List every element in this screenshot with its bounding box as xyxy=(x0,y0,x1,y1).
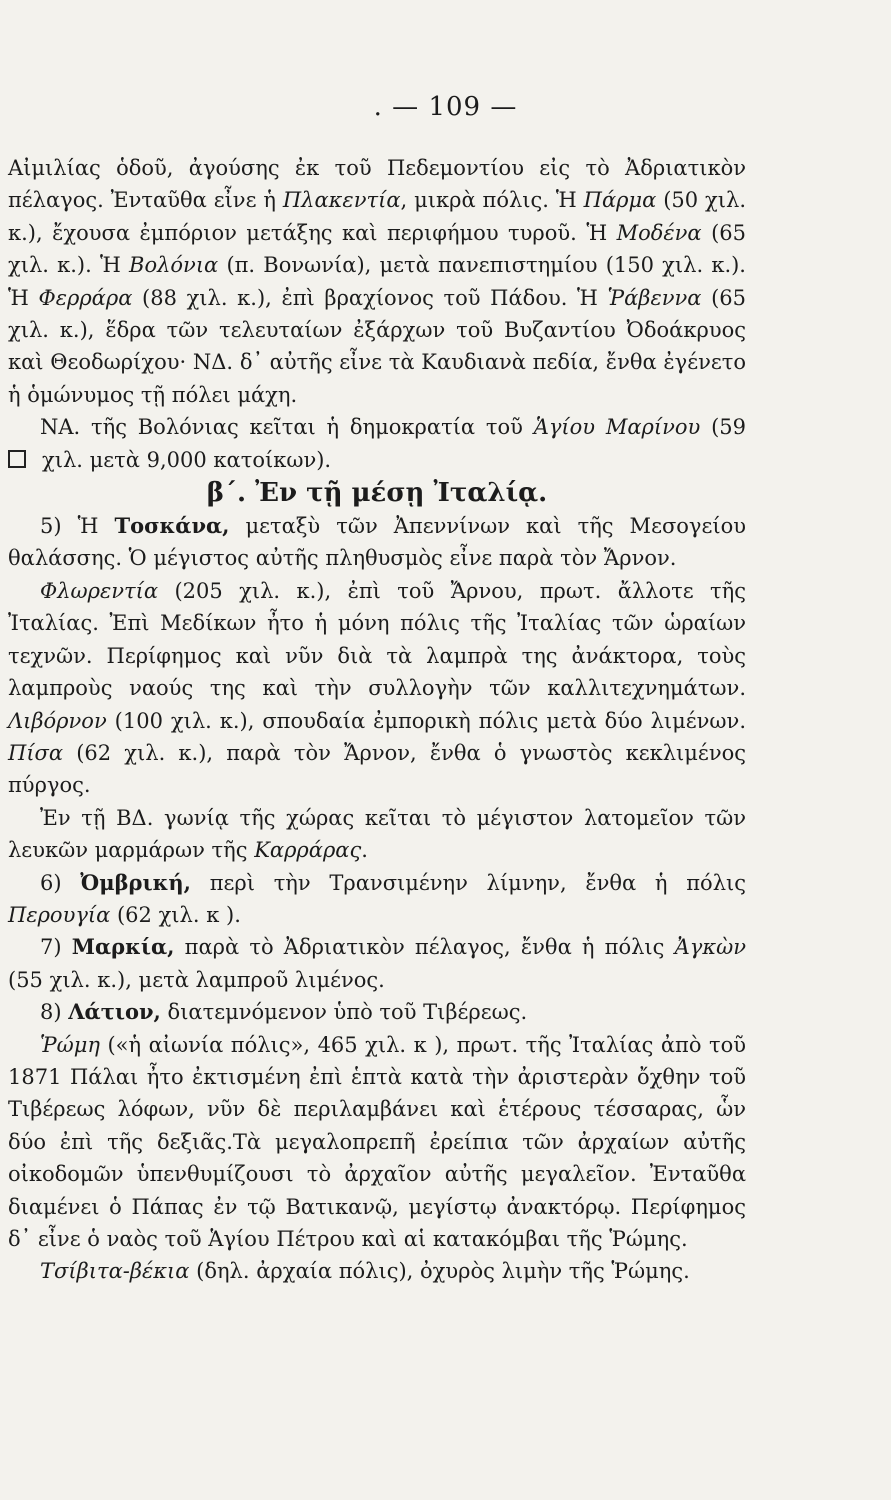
text-run: χιλ. μετὰ 9,000 κατοίκων). xyxy=(42,447,332,472)
region-name: Τοσκάνα, xyxy=(114,513,230,539)
text-run: (205 χιλ. κ.), ἐπὶ τοῦ Ἄρνου, πρωτ. ἄλλοτε τῆς Ἰταλίας. Ἐπὶ Μεδίκων ἦτο ἡ μόνη πόλις τῆς Ἰταλίας τῶν ὡραίων τεχνῶν. Περίφημος καὶ νῦν διὰ τὰ λαμπρὰ της ἀνάκτορα, τοὺς λαμπροὺς ναούς της καὶ τὴν συλλογὴν τῶν καλλιτεχνημάτων. xyxy=(8,578,746,701)
paragraph xyxy=(8,1029,746,1256)
page-body xyxy=(8,152,746,1288)
text-run: ΝΑ. τῆς Βολόνιας κεῖται ἡ δημοκρατία τοῦ xyxy=(40,415,534,440)
place-name: Ῥάβεννα xyxy=(607,285,702,310)
text-run: (δηλ. ἀρχαία πόλις), ὀχυρὸς λιμὴν τῆς Ῥώμης. xyxy=(189,1259,690,1284)
text-run: β´. Ἐν τῇ μέσῃ Ἰταλίᾳ. xyxy=(206,478,548,509)
text-run: 5) Ἡ xyxy=(40,514,115,539)
text-run: (59 xyxy=(700,415,747,440)
page-number: . — 109 — xyxy=(373,92,518,122)
place-name: Ῥώμη xyxy=(40,1032,100,1057)
text-run: (62 χιλ. κ ). xyxy=(110,902,241,927)
text-run: (65 χιλ. κ.), ἕδρα τῶν τελευταίων ἐξάρχων τοῦ Βυζαντίου Ὀδοάκρυος καὶ Θεοδωρίχου· ΝΔ. δ᾽ αὐτῆς εἶνε τὰ Καυδιανὰ πεδία, ἔνθα ἐγένετο ἡ ὁμώνυμος τῇ πόλει μάχη. xyxy=(8,285,746,407)
place-name: Ἁγίου Μαρίνου xyxy=(533,415,701,440)
region-name: Λάτιον, xyxy=(68,999,161,1025)
paragraph xyxy=(8,1255,746,1287)
place-name: Μοδένα xyxy=(616,220,702,245)
place-name: Καρράρας xyxy=(254,838,362,863)
text-run: 8) xyxy=(40,1000,69,1025)
region-name: Μαρκία, xyxy=(71,934,175,960)
place-name: Πίσα xyxy=(8,740,64,765)
text-run: μεταξὺ τῶν Ἀπεννίνων καὶ τῆς Μεσογείου θαλάσσης. Ὁ μέγιστος αὐτῆς πληθυσμὸς εἶνε παρὰ τὸν Ἄρνον. xyxy=(8,514,746,571)
paragraph xyxy=(8,867,746,932)
paragraph xyxy=(8,802,746,867)
text-run: (π. Βονωνία), μετὰ πανεπιστημίου (150 χιλ. κ.). Ἡ xyxy=(8,253,746,310)
place-name: Βολόνια xyxy=(129,253,219,278)
place-name: Πάρμα xyxy=(583,188,657,213)
text-run: (100 χιλ. κ.), σπουδαία ἐμπορικὴ πόλις μετὰ δύο λιμένων. xyxy=(106,708,746,733)
place-name: Τσίβιτα-βέκια xyxy=(40,1259,190,1284)
paragraph xyxy=(8,931,746,996)
margin-box-mark xyxy=(8,450,26,468)
place-name: Λιβόρνον xyxy=(8,708,107,733)
place-name: Πλακεντία xyxy=(282,188,401,213)
text-run: 6) xyxy=(40,870,81,895)
place-name: Ἀγκὼν xyxy=(674,935,746,960)
paragraph xyxy=(8,575,746,802)
text-run: Αἰμιλίας ὁδοῦ, ἀγούσης ἐκ τοῦ Πεδεμοντίου εἰς τὸ Ἀδριατικὸν πέλαγος. Ἐνταῦθα εἶνε ἡ xyxy=(8,156,746,213)
paragraph xyxy=(8,152,746,411)
text-run: διατεμνόμενον ὑπὸ τοῦ Τιβέρεως. xyxy=(160,1000,528,1025)
text-run: (65 χιλ. κ.). Ἡ xyxy=(8,220,746,278)
text-run: Ἐν τῇ ΒΔ. γωνίᾳ τῆς χώρας κεῖται τὸ μέγιστον λατομεῖον τῶν λευκῶν μαρμάρων τῆς xyxy=(8,805,746,863)
place-name: Περουγία xyxy=(8,902,111,927)
place-name: Φλωρεντία xyxy=(40,578,159,603)
paragraph xyxy=(8,996,746,1028)
place-name: Φερράρα xyxy=(38,285,133,310)
text-run: (88 χιλ. κ.), ἐπὶ βραχίονος τοῦ Πάδου. Ἡ xyxy=(132,285,608,310)
section-heading xyxy=(8,476,746,510)
paragraph xyxy=(8,411,746,476)
paragraph xyxy=(8,510,746,575)
text-run: περὶ τὴν Τρανσιμένην λίμνην, ἔνθα ἡ πόλις xyxy=(190,870,746,895)
text-run: , μικρὰ πόλις. Ἡ xyxy=(400,188,584,213)
text-run: 7) xyxy=(40,935,72,960)
region-name: Ὀμβρική, xyxy=(80,869,191,895)
text-run: (55 χιλ. κ.), μετὰ λαμπροῦ λιμένος. xyxy=(8,967,385,992)
text-run: (50 χιλ. κ.), ἔχουσα ἐμπόριον μετάξης καὶ περιφήμου τυροῦ. Ἡ xyxy=(8,188,746,245)
text-run: παρὰ τὸ Ἀδριατικὸν πέλαγος, ἔνθα ἡ πόλις xyxy=(174,935,675,960)
text-run: . xyxy=(361,838,368,863)
text-run: (62 χιλ. κ.), παρὰ τὸν Ἄρνον, ἔνθα ὁ γνωστὸς κεκλιμένος πύργος. xyxy=(8,740,746,798)
text-run: («ἡ αἰωνία πόλις», 465 χιλ. κ ), πρωτ. τῆς Ἰταλίας ἀπὸ τοῦ 1871 Πάλαι ἦτο ἐκτισμένη ἐπὶ ἑπτὰ κατὰ τὴν ἀριστερὰν ὄχθην τοῦ Τιβέρεως λόφων, νῦν δὲ περιλαμβάνει καὶ ἑτέρους τέσσαρας, ὧν δύο ἐπὶ τῆς δεξιᾶς.Τὰ μεγαλοπρεπῆ ἐρείπια τῶν ἀρχαίων αὐτῆς οἰκοδομῶν ὑπενθυμίζουσι τὸ ἀρχαῖον αὐτῆς μεγαλεῖον. Ἐνταῦθα διαμένει ὁ Πάπας ἐν τῷ Βατικανῷ, μεγίστῳ ἀνακτόρῳ. Περίφημος δ᾽ εἶνε ὁ ναὸς τοῦ Ἁγίου Πέτρου καὶ αἱ κατακόμβαι τῆς Ῥώμης. xyxy=(8,1032,746,1251)
